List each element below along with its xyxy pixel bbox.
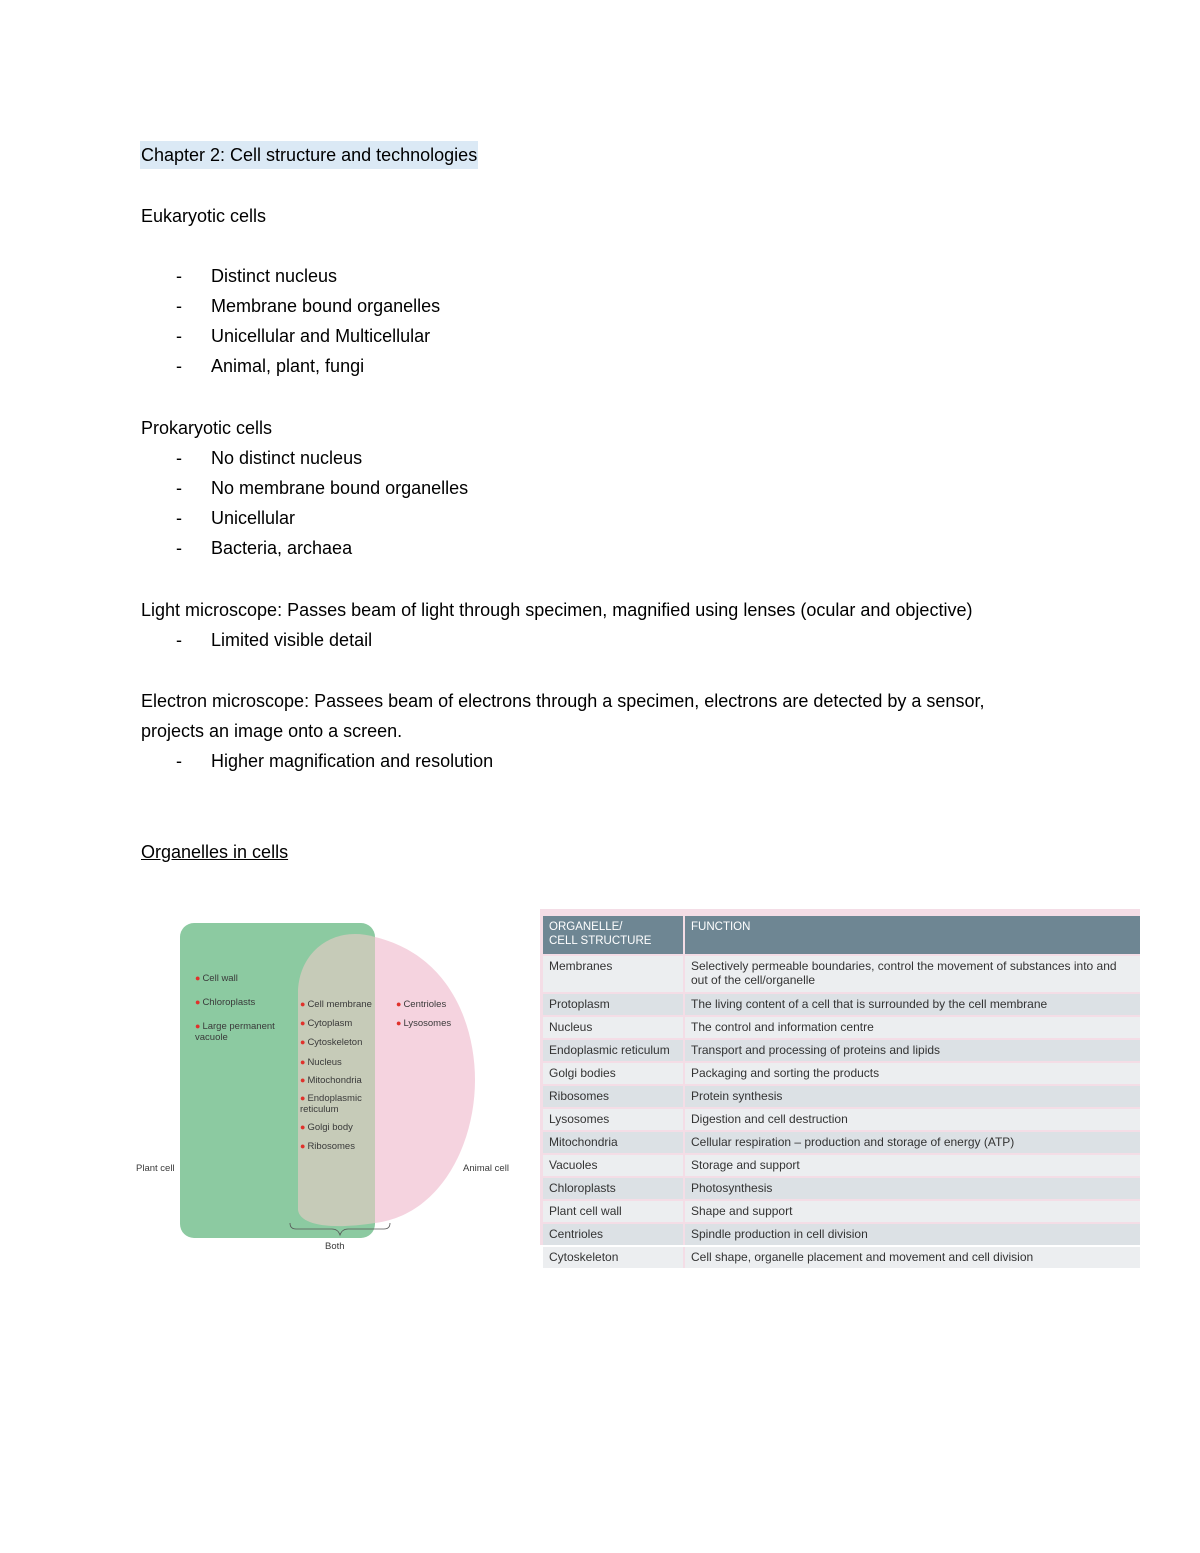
table-row — [543, 1178, 1140, 1199]
function-cell: Packaging and sorting the products — [685, 1063, 1140, 1084]
organelle-cell: Lysosomes — [543, 1109, 685, 1130]
list-item: - Animal, plant, fungi — [176, 356, 365, 376]
organelle-cell: Endoplasmic reticulum — [543, 1040, 685, 1061]
list-item: - Higher magnification and resolution — [176, 751, 494, 771]
list-item: - No distinct nucleus — [176, 448, 363, 468]
table-row — [543, 1109, 1140, 1130]
function-cell: Digestion and cell destruction — [685, 1109, 1140, 1130]
function-cell: Storage and support — [685, 1155, 1140, 1176]
venn-both-item: ● Endoplasmic reticulum — [300, 1093, 362, 1115]
table-row — [543, 994, 1140, 1015]
venn-diagram — [130, 915, 530, 1260]
table-header-function: FUNCTION — [685, 916, 1140, 954]
table-row — [543, 1224, 1140, 1245]
table-row — [543, 1155, 1140, 1176]
organelles-heading: Organelles in cells — [141, 842, 289, 862]
light-microscope-list — [176, 625, 373, 655]
venn-both-label: Both — [325, 1241, 345, 1252]
list-item: - Distinct nucleus — [176, 266, 338, 286]
venn-animal-item: ● Centrioles — [396, 999, 447, 1010]
organelle-cell: Membranes — [543, 956, 685, 992]
organelle-table-image — [540, 909, 1140, 1264]
table-row — [543, 1040, 1140, 1061]
organelle-cell: Mitochondria — [543, 1132, 685, 1153]
prokaryotic-heading: Prokaryotic cells — [141, 418, 273, 438]
organelle-cell: Cytoskeleton — [543, 1247, 685, 1268]
organelle-cell: Chloroplasts — [543, 1178, 685, 1199]
table-header-row — [543, 916, 1140, 954]
list-item: - Bacteria, archaea — [176, 538, 353, 558]
venn-both-item: ● Cell membrane — [300, 999, 372, 1010]
animal-cell-shape — [375, 937, 475, 1223]
function-cell: Cellular respiration – production and storage of energy (ATP) — [685, 1132, 1140, 1153]
organelle-table — [543, 914, 1140, 1270]
venn-both-item: ● Golgi body — [300, 1122, 353, 1133]
organelle-cell: Nucleus — [543, 1017, 685, 1038]
venn-both-item: ● Ribosomes — [300, 1141, 355, 1152]
venn-plant-item: ● Cell wall — [195, 973, 238, 984]
organelle-cell: Golgi bodies — [543, 1063, 685, 1084]
eukaryotic-heading: Eukaryotic cells — [141, 206, 267, 226]
venn-both-item: ● Nucleus — [300, 1057, 342, 1068]
function-cell: Selectively permeable boundaries, control the movement of substances into and out of the cell/organelle — [685, 956, 1140, 992]
venn-both-item: ● Mitochondria — [300, 1075, 362, 1086]
table-row — [543, 1063, 1140, 1084]
function-cell: Spindle production in cell division — [685, 1224, 1140, 1245]
electron-microscope-list — [176, 746, 494, 776]
table-body — [543, 956, 1140, 1268]
organelle-cell: Plant cell wall — [543, 1201, 685, 1222]
prokaryotic-list — [176, 443, 469, 563]
function-cell: Photosynthesis — [685, 1178, 1140, 1199]
list-item: - Unicellular and Multicellular — [176, 326, 431, 346]
organelle-cell: Protoplasm — [543, 994, 685, 1015]
light-microscope-text: Light microscope: Passes beam of light through specimen, magnified using lenses (ocular and objective) — [141, 600, 973, 620]
eukaryotic-list — [176, 261, 441, 381]
organelle-cell: Vacuoles — [543, 1155, 685, 1176]
list-item: - No membrane bound organelles — [176, 478, 469, 498]
function-cell: The living content of a cell that is surrounded by the cell membrane — [685, 994, 1140, 1015]
list-item: - Limited visible detail — [176, 630, 373, 650]
organelle-cell: Ribosomes — [543, 1086, 685, 1107]
electron-microscope-text-2: projects an image onto a screen. — [141, 721, 403, 741]
chapter-title: Chapter 2: Cell structure and technologies — [140, 141, 478, 169]
venn-both-item: ● Cytoplasm — [300, 1018, 353, 1029]
venn-both-item: ● Cytoskeleton — [300, 1037, 363, 1048]
table-row — [543, 1132, 1140, 1153]
table-row — [543, 1201, 1140, 1222]
electron-microscope-text-1: Electron microscope: Passees beam of electrons through a specimen, electrons are detected by a sensor, — [141, 691, 985, 711]
function-cell: Protein synthesis — [685, 1086, 1140, 1107]
venn-plant-item: ● Large permanent vacuole — [195, 1021, 275, 1043]
table-row — [543, 1017, 1140, 1038]
function-cell: Shape and support — [685, 1201, 1140, 1222]
function-cell: Transport and processing of proteins and lipids — [685, 1040, 1140, 1061]
venn-plant-label: Plant cell — [136, 1163, 175, 1174]
venn-shapes — [130, 915, 530, 1260]
list-item: - Unicellular — [176, 508, 296, 528]
table-row — [543, 956, 1140, 992]
table-row — [543, 1247, 1140, 1268]
table-header-organelle: ORGANELLE/ CELL STRUCTURE — [543, 916, 685, 954]
function-cell: Cell shape, organelle placement and movement and cell division — [685, 1247, 1140, 1268]
venn-animal-label: Animal cell — [463, 1163, 509, 1174]
function-cell: The control and information centre — [685, 1017, 1140, 1038]
organelle-cell: Centrioles — [543, 1224, 685, 1245]
venn-animal-item: ● Lysosomes — [396, 1018, 452, 1029]
venn-plant-item: ● Chloroplasts — [195, 997, 256, 1008]
list-item: - Membrane bound organelles — [176, 296, 441, 316]
table-row — [543, 1086, 1140, 1107]
